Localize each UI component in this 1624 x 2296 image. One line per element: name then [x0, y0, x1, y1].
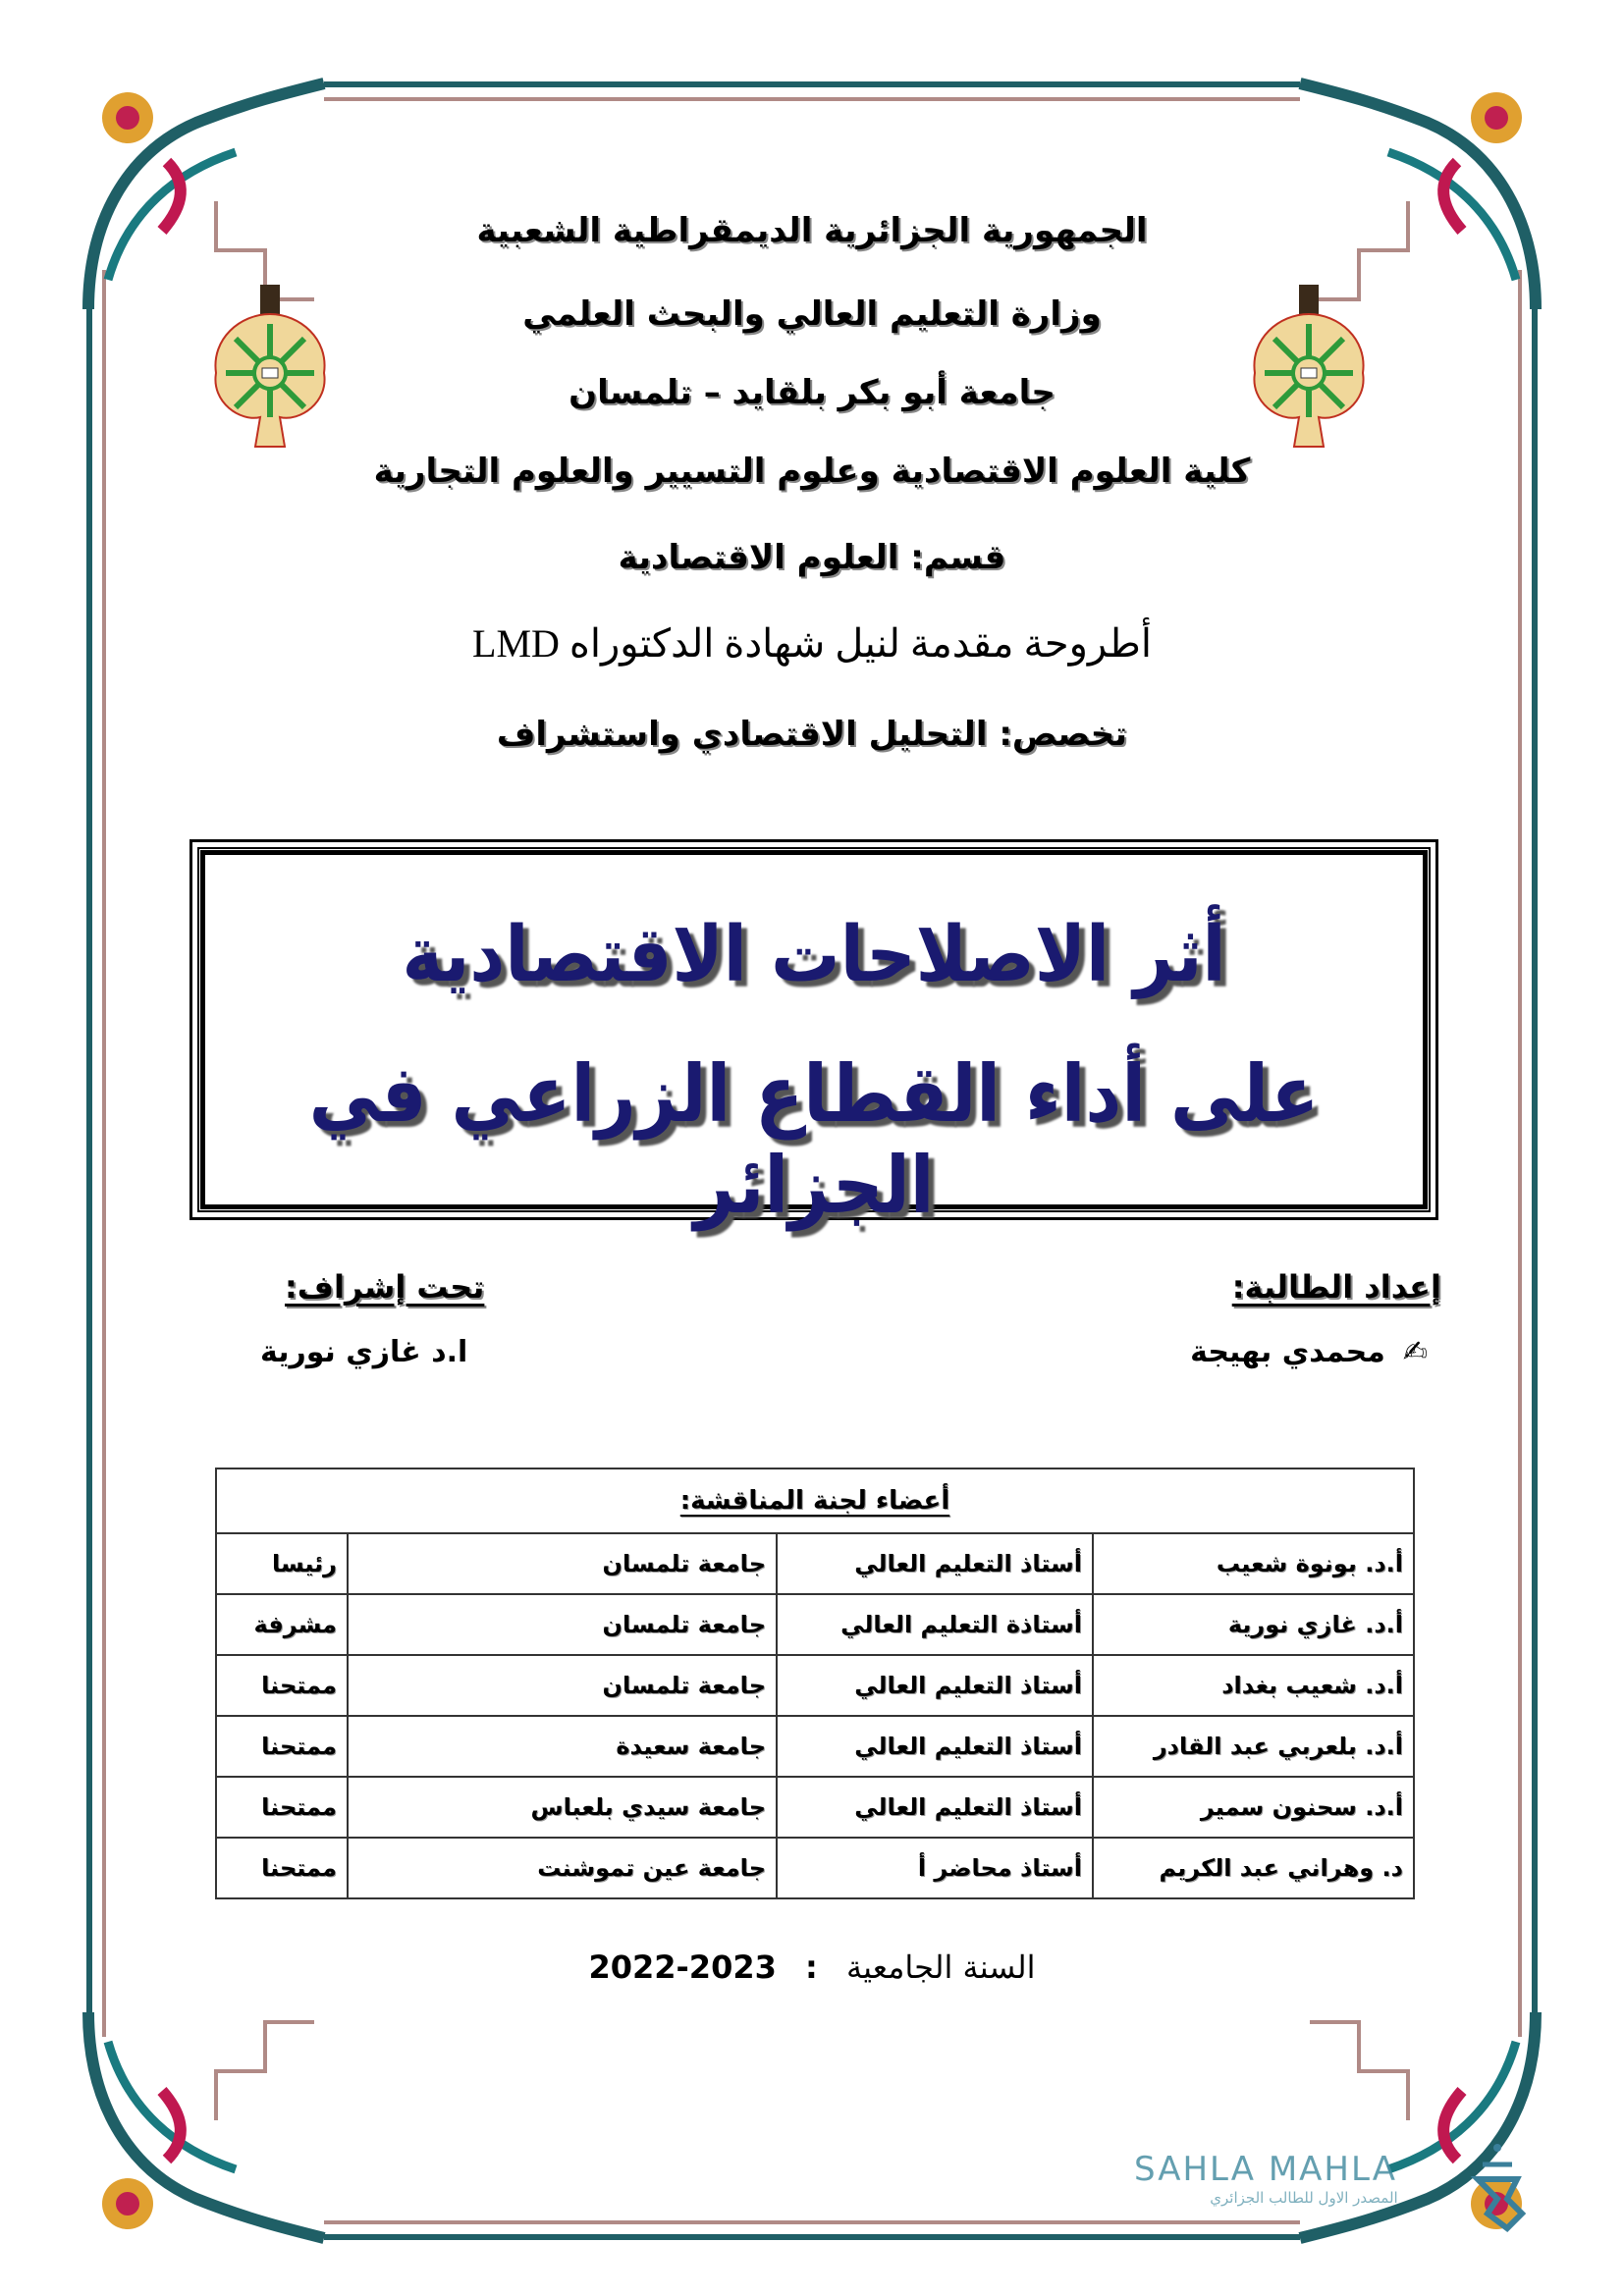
member-rank: أستاذ التعليم العالي	[777, 1533, 1093, 1594]
committee-table	[215, 1468, 1415, 1899]
member-institution: جامعة سيدي بلعباس	[348, 1777, 777, 1838]
committee-caption-row	[216, 1468, 1414, 1533]
member-name: أ.د. سحنون سمير	[1093, 1777, 1414, 1838]
table-row	[216, 1777, 1414, 1838]
thesis-title-box	[189, 839, 1438, 1231]
member-name: أ.د. غازي نورية	[1093, 1594, 1414, 1655]
member-name: أ.د. شعيب بغداد	[1093, 1655, 1414, 1716]
member-role: ممتحنا	[216, 1655, 348, 1716]
member-name: د. وهراني عبد الكريم	[1093, 1838, 1414, 1898]
student-label: إعداد الطالبة:	[1231, 1268, 1441, 1306]
watermark-logo-icon	[1468, 2140, 1527, 2233]
border-line-left-inner	[102, 270, 106, 2037]
committee-caption: أعضاء لجنة المناقشة:	[216, 1468, 1414, 1533]
country-name: الجمهورية الجزائرية الديمقراطية الشعبية	[476, 211, 1148, 250]
border-line-bottom	[324, 2234, 1300, 2240]
specialty: تخصص: التحليل الاقتصادي واستشراف	[496, 715, 1128, 754]
academic-year-separator: :	[805, 1949, 818, 1986]
border-line-left	[86, 270, 92, 2037]
border-line-right	[1532, 270, 1538, 2037]
thesis-type: أطروحة مقدمة لنيل شهادة الدكتوراه LMD	[472, 621, 1152, 666]
thesis-title-line-1: أثر الاصلاحات الاقتصادية	[402, 911, 1226, 999]
border-line-right-inner	[1518, 270, 1522, 2037]
member-role: ممتحنا	[216, 1716, 348, 1777]
member-role: ممتحنا	[216, 1838, 348, 1898]
watermark-tagline: المصدر الاول للطالب الجزائري	[1210, 2189, 1398, 2207]
watermark-brand: SAHLA MAHLA	[1134, 2150, 1397, 2189]
thesis-title-line-2: على أداء القطاع الزراعي في الجزائر	[308, 1048, 1320, 1231]
member-institution: جامعة سعيدة	[348, 1716, 777, 1777]
writing-hand-icon: ✍	[1402, 1335, 1428, 1369]
border-line-top	[324, 81, 1300, 87]
supervisor-label: تحت إشراف:	[285, 1268, 485, 1306]
table-row	[216, 1655, 1414, 1716]
border-line-top-inner	[324, 97, 1300, 101]
member-rank: أستاذ محاضر أ	[777, 1838, 1093, 1898]
university-name: جامعة أبو بكر بلقايد – تلمسان	[568, 373, 1056, 412]
table-row	[216, 1838, 1414, 1898]
member-institution: جامعة عين تموشنت	[348, 1838, 777, 1898]
ministry-name: وزارة التعليم العالي والبحث العلمي	[522, 294, 1102, 334]
department-name: قسم: العلوم الاقتصادية	[618, 538, 1006, 577]
ornament-corner-bottom-left	[69, 1993, 334, 2258]
member-role: ممتحنا	[216, 1777, 348, 1838]
member-institution: جامعة تلمسان	[348, 1533, 777, 1594]
member-role: رئيسا	[216, 1533, 348, 1594]
member-rank: أستاذ التعليم العالي	[777, 1655, 1093, 1716]
member-institution: جامعة تلمسان	[348, 1655, 777, 1716]
member-rank: أستاذ التعليم العالي	[777, 1777, 1093, 1838]
member-rank: أستاذ التعليم العالي	[777, 1716, 1093, 1777]
border-line-bottom-inner	[324, 2220, 1300, 2224]
table-row	[216, 1533, 1414, 1594]
academic-year	[0, 1949, 1624, 1986]
sahla-mahla-watermark	[1129, 2140, 1542, 2218]
member-name: أ.د. بلعربي عبد القادر	[1093, 1716, 1414, 1777]
academic-year-label: السنة الجامعية	[845, 1949, 1036, 1986]
member-name: أ.د. بونوة شعيب	[1093, 1533, 1414, 1594]
supervisor-name: ا.د غازي نورية	[260, 1335, 468, 1369]
member-institution: جامعة تلمسان	[348, 1594, 777, 1655]
student-name: محمدي بهيجة	[1190, 1335, 1385, 1369]
student-name-row	[1190, 1335, 1428, 1369]
table-row	[216, 1594, 1414, 1655]
academic-year-value: 2022-2023	[588, 1949, 777, 1986]
faculty-name: كلية العلوم الاقتصادية وعلوم التسيير والعلوم التجارية	[373, 452, 1251, 491]
table-row	[216, 1716, 1414, 1777]
member-rank: أستاذة التعليم العالي	[777, 1594, 1093, 1655]
member-role: مشرفة	[216, 1594, 348, 1655]
